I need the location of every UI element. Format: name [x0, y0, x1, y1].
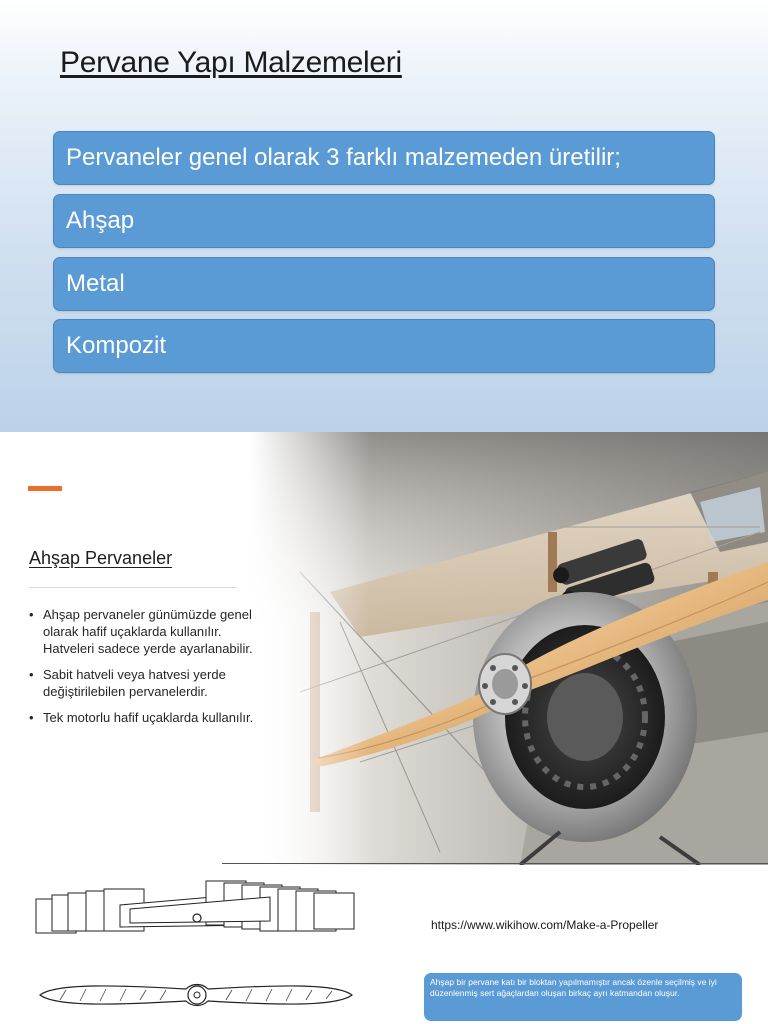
source-link[interactable]: https://www.wikihow.com/Make-a-Propeller	[431, 918, 659, 932]
note-box: Ahşap bir pervane katı bir bloktan yapılmamıştır ancak özenle seçilmiş ve iyi düzenlenmiş sert ağaçlardan oluşan birkaç ayrı katmandan oluşur.	[424, 973, 742, 1021]
slide-propeller-construction	[0, 865, 768, 1024]
material-box-composite: Kompozit	[53, 319, 715, 373]
slide-materials	[0, 0, 768, 432]
bullet-item: • Tek motorlu hafif uçaklarda kullanılır.	[29, 709, 259, 726]
bullet-item: • Sabit hatveli veya hatvesi yerde değiştirilebilen pervanelerdir.	[29, 666, 259, 700]
accent-bar	[28, 486, 62, 491]
slide-wooden-propellers	[0, 432, 768, 865]
laminated-propeller-drawing	[30, 875, 370, 955]
bullet-list	[29, 606, 259, 735]
slide-divider	[222, 863, 768, 864]
material-box-metal: Metal	[53, 257, 715, 311]
slide-title: Ahşap Pervaneler	[29, 548, 173, 568]
intro-box: Pervaneler genel olarak 3 farklı malzemeden üretilir;	[53, 131, 715, 185]
material-box-wood: Ahşap	[53, 194, 715, 248]
bullet-item: • Ahşap pervaneler günümüzde genel olarak hafif uçaklarda kullanılır. Hatveleri sadece yerde ayarlanabilir.	[29, 606, 259, 657]
slide-title: Pervane Yapı Malzemeleri	[60, 46, 402, 79]
title-divider	[29, 587, 237, 588]
propeller-plan-drawing	[36, 975, 356, 1015]
